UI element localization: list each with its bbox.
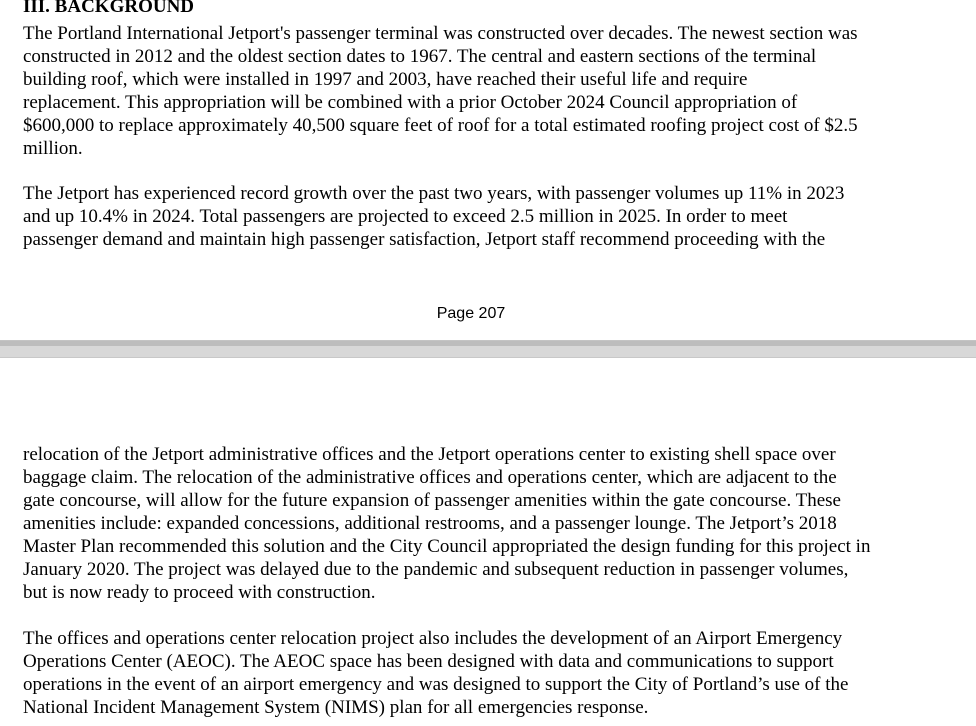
page-separator — [0, 340, 976, 358]
text-line: January 2020. The project was delayed due to the pandemic and subsequent reduction in passenger volumes, — [23, 559, 849, 580]
text-line: The Jetport has experienced record growth over the past two years, with passenger volumes up 11% in 2023 — [23, 183, 845, 204]
text-line: but is now ready to proceed with construction. — [23, 582, 376, 603]
text-line: constructed in 2012 and the oldest section dates to 1967. The central and eastern sections of the terminal — [23, 46, 817, 67]
document-page-bottom — [0, 358, 976, 726]
text-line: baggage claim. The relocation of the administrative offices and operations center, which are adjacent to the — [23, 467, 837, 488]
text-line: replacement. This appropriation will be combined with a prior October 2024 Council appropriation of — [23, 92, 798, 113]
text-line: passenger demand and maintain high passenger satisfaction, Jetport staff recommend proceeding with the — [23, 229, 826, 250]
text-line: National Incident Management System (NIMS) plan for all emergencies response. — [23, 697, 649, 718]
section-heading: III. BACKGROUND — [23, 0, 195, 17]
text-line: Master Plan recommended this solution and the City Council appropriated the design funding for this project in — [23, 536, 871, 557]
text-line: Operations Center (AEOC). The AEOC space has been designed with data and communications to support — [23, 651, 834, 672]
text-line: The offices and operations center relocation project also includes the development of an Airport Emergency — [23, 628, 843, 649]
background-paragraph-growth — [23, 182, 844, 251]
document-page-top — [0, 0, 976, 340]
text-line: The Portland International Jetport's passenger terminal was constructed over decades. The newest section was — [23, 23, 858, 44]
text-line: relocation of the Jetport administrative offices and the Jetport operations center to existing shell space over — [23, 444, 836, 465]
text-line: building roof, which were installed in 1997 and 2003, have reached their useful life and require — [23, 69, 748, 90]
relocation-paragraph — [23, 443, 870, 604]
text-line: and up 10.4% in 2024. Total passengers are projected to exceed 2.5 million in 2025. In order to meet — [23, 206, 788, 227]
page-number: Page 207 — [436, 305, 506, 322]
aeoc-paragraph — [23, 627, 848, 719]
text-line: $600,000 to replace approximately 40,500 square feet of roof for a total estimated roofing project cost of $2.5 — [23, 115, 858, 136]
text-line: million. — [23, 138, 83, 159]
text-line: operations in the event of an airport emergency and was designed to support the City of Portland’s use of the — [23, 674, 849, 695]
background-paragraph-roof — [23, 22, 858, 160]
page-separator-shadow — [0, 341, 976, 346]
text-line: gate concourse, will allow for the future expansion of passenger amenities within the gate concourse. These — [23, 490, 841, 511]
text-line: amenities include: expanded concessions, additional restrooms, and a passenger lounge. The Jetport’s 2018 — [23, 513, 837, 534]
